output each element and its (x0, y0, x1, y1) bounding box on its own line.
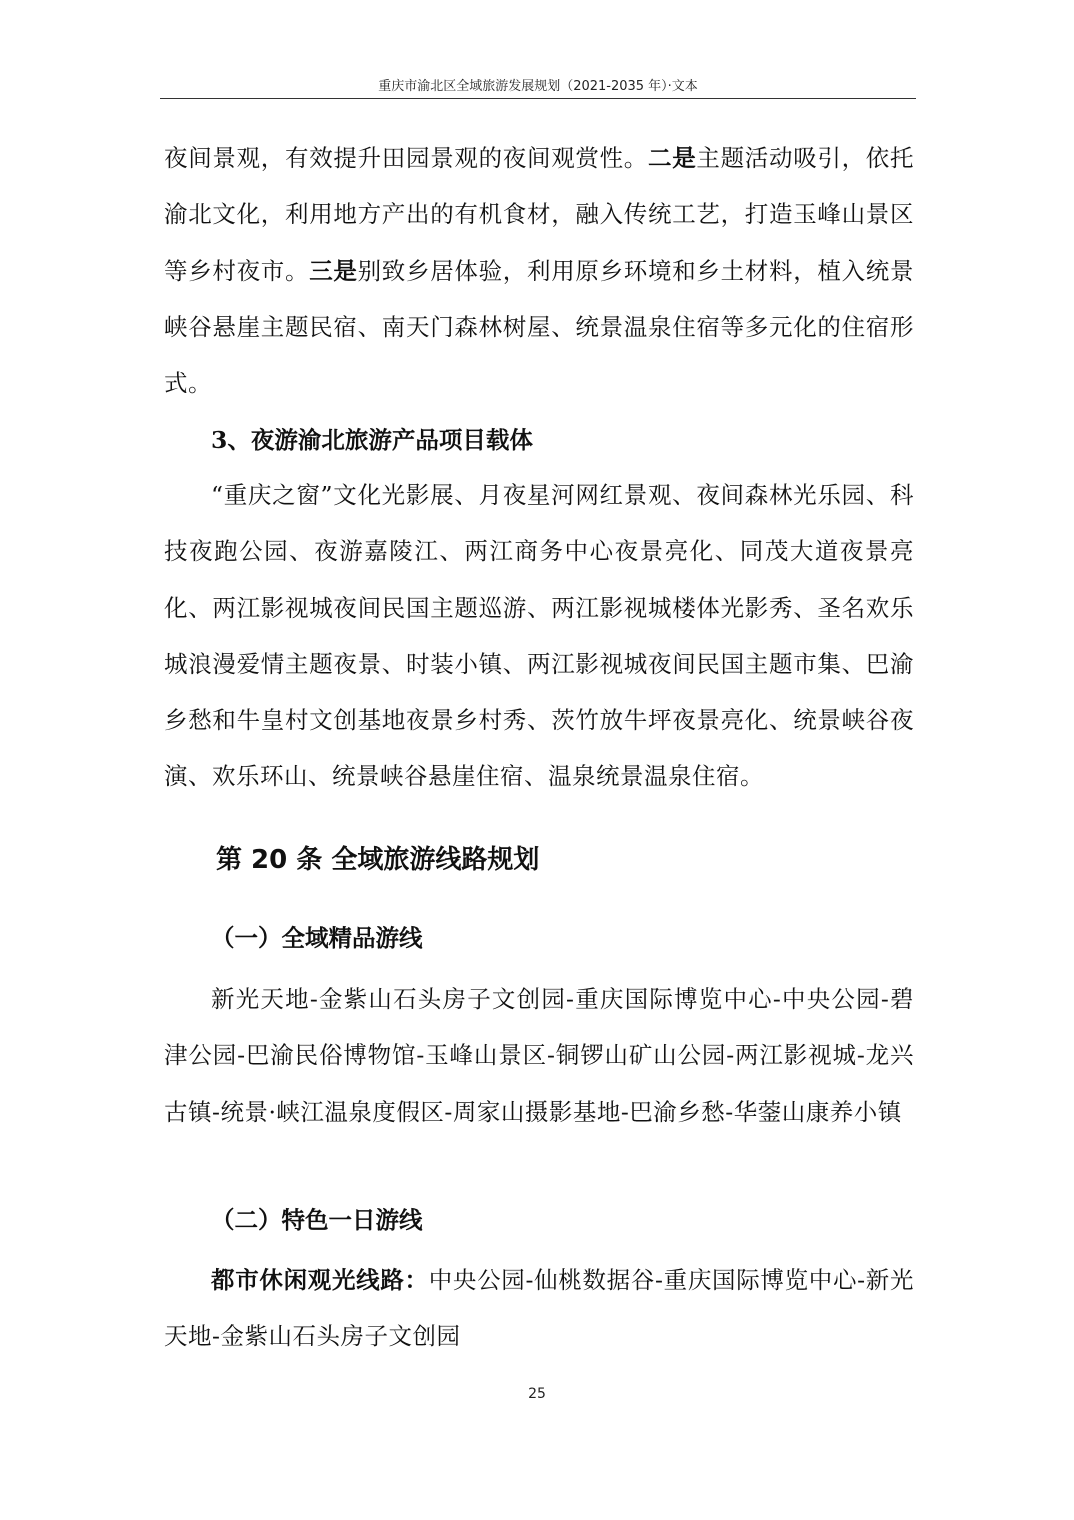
paragraph-text: 别致乡居体验，利用原乡环境和乡土材料，植入统景峡谷悬崖主题民宿、南天门森林树屋、统景温泉住宿等多元化的住宿形式。 (164, 256, 915, 398)
subsection-heading-day-trips: （二）特色一日游线 (211, 1206, 423, 1234)
subsection-heading-premium-routes: （一）全域精品游线 (211, 924, 423, 952)
paragraph-night-landscape (164, 130, 914, 411)
paragraph-premium-route: 新光天地-金紫山石头房子文创园-重庆国际博览中心-中央公园-碧津公园-巴渝民俗博物馆-玉峰山景区-铜锣山矿山公园-两江影视城-龙兴古镇-统景·峡江温泉度假区-周家山摄影基地-巴渝乡愁-华蓥山康养小镇 (164, 985, 914, 1126)
running-header: 重庆市渝北区全域旅游发展规划（2021-2035 年）·文本 (160, 76, 916, 99)
route-text: 中央公园-仙桃数据谷-重庆国际博览中心-新光天地-金紫山石头房子文创园 (164, 1266, 914, 1351)
section-heading-night-products: 3、夜游渝北旅游产品项目载体 (211, 426, 533, 454)
bold-marker-three: 三是 (309, 256, 358, 285)
paragraph-text: 主题活动吸引，依托渝北文化，利用地方产出的有机食材，融入传统工艺，打造玉峰山景区等乡村夜市。 (164, 144, 915, 285)
page-number: 25 (528, 1386, 546, 1402)
bold-marker-two: 二是 (648, 144, 697, 172)
paragraph-text: 夜间景观，有效提升田园景观的夜间观赏性。 (164, 144, 648, 172)
paragraph-night-products: “重庆之窗”文化光影展、月夜星河网红景观、夜间森林光乐园、科技夜跑公园、夜游嘉陵江、两江商务中心夜景亮化、同茂大道夜景亮化、两江影视城夜间民国主题巡游、两江影视城楼体光影秀、圣名欢乐城浪漫爱情主题夜景、时装小镇、两江影视城夜间民国主题市集、巴渝乡愁和牛皇村文创基地夜景乡村秀、茨竹放牛坪夜景亮化、统景峡谷夜演、欢乐环山、统景峡谷悬崖住宿、温泉统景温泉住宿。 (164, 481, 914, 791)
article-title: 第 20 条 全域旅游线路规划 (216, 845, 540, 875)
paragraph-urban-route (164, 1252, 914, 1365)
route-label: 都市休闲观光线路： (211, 1266, 429, 1294)
